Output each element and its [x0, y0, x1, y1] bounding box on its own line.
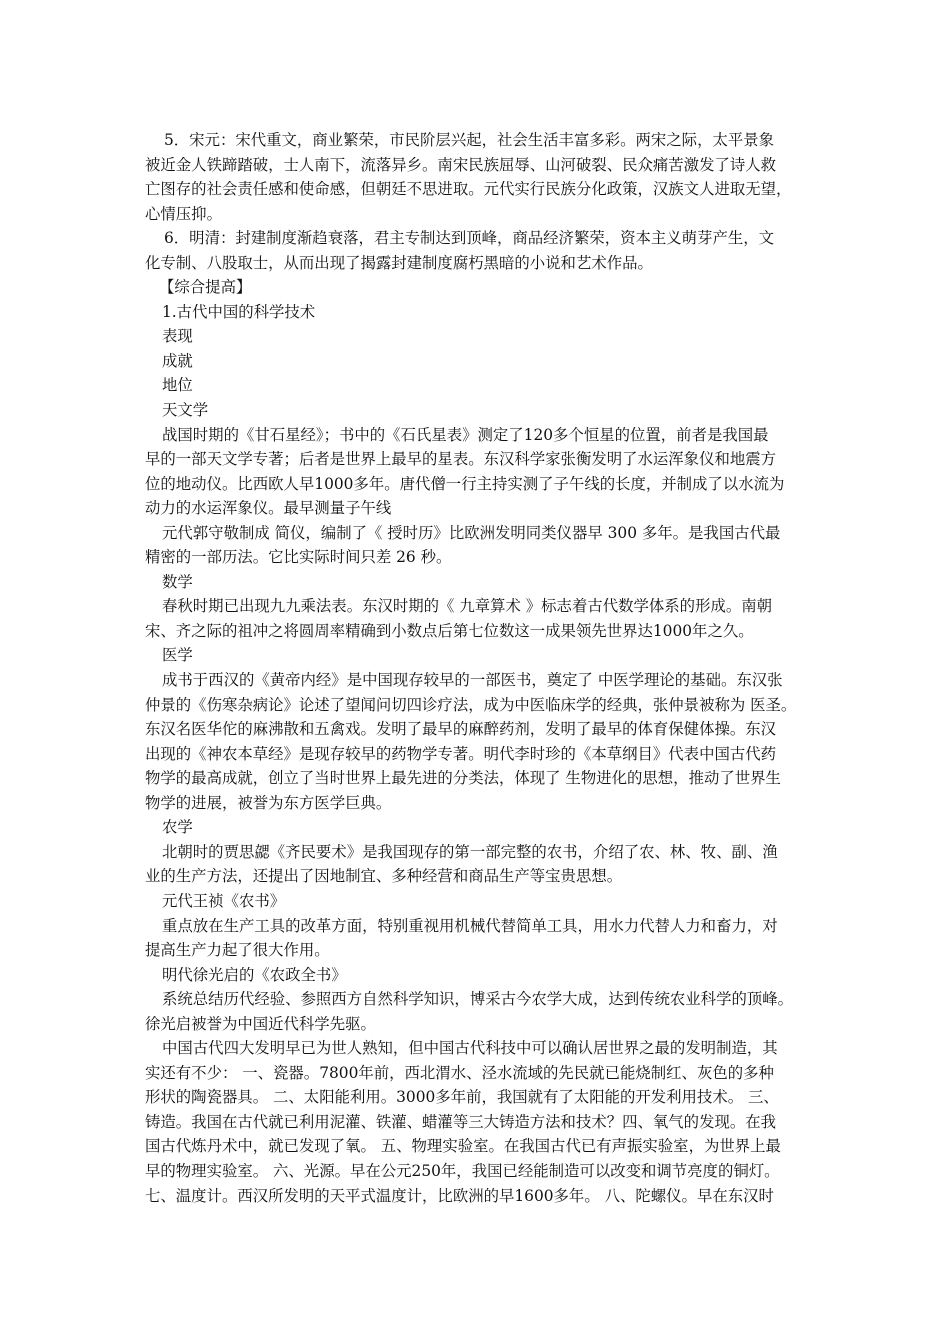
text-line: 6．明清：封建制度渐趋衰落，君主专制达到顶峰，商品经济繁荣，资本主义萌芽产生，文 [164, 229, 775, 248]
text-line: 物学的进展，被誉为东方医学巨典。 [145, 793, 392, 812]
text-line: 表现 [162, 327, 193, 346]
text-line: 徐光启被誉为中国近代科学先驱。 [145, 1014, 376, 1033]
text-line: 亡图存的社会责任感和使命感，但朝廷不思进取。元代实行民族分化政策，汉族文人进取无望， [145, 180, 792, 199]
text-line: 动力的水运浑象仪。最早测量子午线 [145, 499, 392, 518]
text-line: 精密的一部历法。它比实际时间只差 26 秒。 [145, 548, 452, 567]
text-line: 位的地动仪。比西欧人早1000多年。唐代僧一行主持实测了子午线的长度，并制成了以水流为 [145, 474, 785, 493]
text-line: 七、温度计。西汉所发明的天平式温度计，比欧洲的早1600多年。 八、陀螺仪。早在东汉时 [145, 1186, 774, 1205]
text-line: 【综合提高】 [159, 278, 252, 297]
text-line: 仲景的《伤寒杂病论》论述了望闻问切四诊疗法，成为中医临床学的经典，张仲景被称为 医圣。 [145, 695, 797, 714]
text-line: 早的一部天文学专著；后者是世界上最早的星表。东汉科学家张衡发明了水运浑象仪和地震方 [145, 450, 777, 469]
text-line: 成就 [162, 351, 193, 370]
text-line: 明代徐光启的《农政全书》 [162, 965, 347, 984]
text-line: 出现的《神农本草经》是现存较早的药物学专著。明代李时珍的《本草纲目》代表中国古代药 [145, 744, 777, 763]
text-line: 提高生产力起了很大作用。 [145, 941, 330, 960]
text-line: 宋、齐之际的祖冲之将圆周率精确到小数点后第七位数这一成果领先世界达1000年之久。 [145, 621, 754, 640]
text-line: 春秋时期已出现九九乘法表。东汉时期的《 九章算术 》标志着古代数学体系的形成。南朝 [162, 597, 773, 616]
text-line: 东汉名医华佗的麻沸散和五禽戏。发明了最早的麻醉药剂，发明了最早的体育保健体操。东汉 [145, 720, 777, 739]
text-line: 化专制、八股取士，从而出现了揭露封建制度腐朽黑暗的小说和艺术作品。 [145, 253, 653, 272]
text-line: 被近金人铁蹄踏破，士人南下，流落异乡。南宋民族屈辱、山河破裂、民众痛苦激发了诗人救 [145, 155, 777, 174]
text-line: 地位 [162, 376, 193, 395]
text-line: 农学 [162, 818, 193, 837]
text-line: 早的物理实验室。 六、光源。早在公元250年，我国已经能制造可以改变和调节亮度的铜灯。 [145, 1161, 780, 1180]
text-line: 战国时期的《甘石星经》；书中的《石氏星表》测定了120多个恒星的位置，前者是我国最 [162, 425, 769, 444]
text-line: 实还有不少： 一、瓷器。7800年前，西北渭水、泾水流域的先民就已能烧制红、灰色的多种 [145, 1063, 774, 1082]
text-line: 天文学 [162, 401, 209, 420]
text-line: 铸造。我国在古代就已利用泥灌、铁灌、蜡灌等三大铸造方法和技术？四、氧气的发现。在我 [145, 1112, 777, 1131]
text-line: 心情压抑。 [145, 204, 222, 223]
text-line: 5．宋元：宋代重文，商业繁荣，市民阶层兴起，社会生活丰富多彩。两宋之际，太平景象 [164, 131, 775, 149]
text-line: 1.古代中国的科学技术 [162, 302, 316, 321]
document-body [145, 128, 818, 1208]
text-line: 物学的最高成就，创立了当时世界上最先进的分类法，体现了 生物进化的思想，推动了世界生 [145, 769, 781, 788]
text-line: 业的生产方法，还提出了因地制宜、多种经营和商品生产等宝贵思想。 [145, 867, 623, 886]
text-line: 系统总结历代经验、参照西方自然科学知识，博采古今农学大成，达到传统农业科学的顶峰。 [162, 990, 794, 1009]
text-line: 成书于西汉的《黄帝内经》是中国现存较早的一部医书，奠定了 中医学理论的基础。东汉张 [162, 671, 783, 690]
text-line: 数学 [162, 572, 193, 591]
text-line: 中国古代四大发明早已为世人熟知，但中国古代科技中可以确认居世界之最的发明制造，其 [162, 1039, 778, 1058]
text-line: 元代王祯《农书》 [162, 891, 286, 910]
text-line: 元代郭守敬制成 简仪，编制了《 授时历》比欧洲发明同类仪器早 300 多年。是我国古代最 [162, 523, 781, 542]
text-line: 重点放在生产工具的改革方面，特别重视用机械代替简单工具，用水力代替人力和畜力，对 [162, 916, 778, 935]
text-line: 医学 [162, 646, 193, 665]
text-line: 形状的陶瓷器具。 二、太阳能利用。3000多年前，我国就有了太阳能的开发利用技术。 三、 [145, 1088, 779, 1107]
text-line: 国古代炼丹术中，就已发现了氧。 五、物理实验室。在我国古代已有声振实验室，为世界上最 [145, 1137, 781, 1156]
text-line: 北朝时的贾思勰《齐民要术》是我国现存的第一部完整的农书，介绍了农、林、牧、副、渔 [162, 842, 778, 861]
